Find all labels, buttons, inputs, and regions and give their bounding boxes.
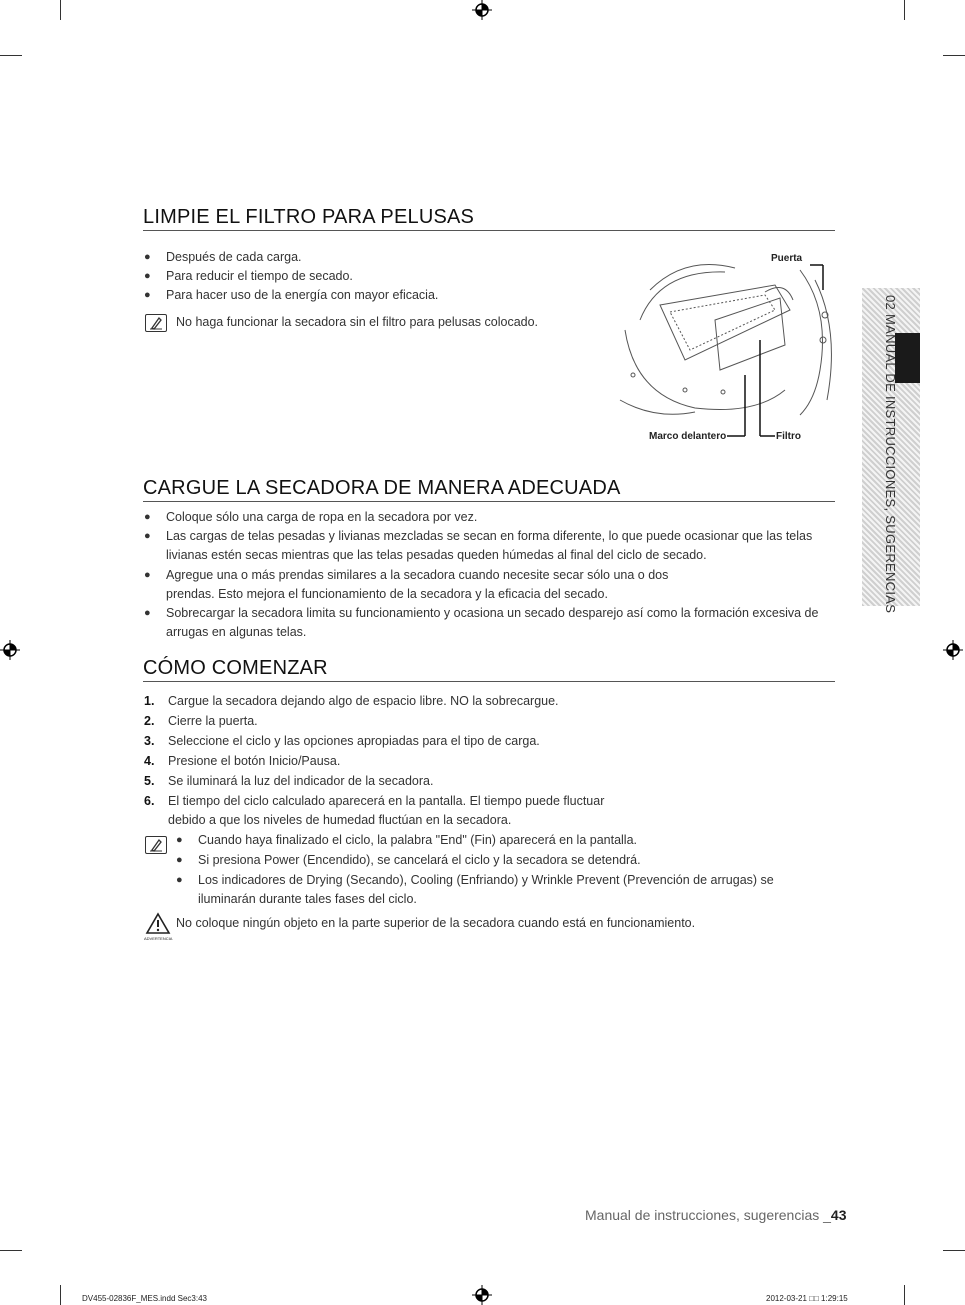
label-filter: Filtro xyxy=(776,431,801,442)
print-date-info: 2012-03-21 □□ 1:29:15 xyxy=(766,1294,848,1303)
list-item: ● Para reducir el tiempo de secado. xyxy=(144,269,353,283)
step-item: 2. Cierre la puerta. xyxy=(144,714,258,728)
page-footer xyxy=(585,1207,847,1223)
note-item: ● Si presiona Power (Encendido), se cancelará el ciclo y la secadora se detendrá. xyxy=(176,853,641,867)
step-item: 1. Cargue la secadora dejando algo de espacio libre. NO la sobrecargue. xyxy=(144,694,559,708)
list-item: ● Coloque sólo una carga de ropa en la secadora por vez. xyxy=(144,510,478,524)
list-item: ● Agregue una o más prendas similares a la secadora cuando necesite secar sólo una o dos prendas. Esto mejora el funcionamiento de la secadora y la eficacia del secado. xyxy=(144,568,669,601)
page-footer-label: Manual de instrucciones, sugerencias _ xyxy=(585,1207,831,1223)
step-item: 6. El tiempo del ciclo calculado aparecerá en la pantalla. El tiempo puede fluctuar debido a que los niveles de humedad fluctúan en la secadora. xyxy=(144,794,605,827)
filter-note: No haga funcionar la secadora sin el filtro para pelusas colocado. xyxy=(176,315,539,329)
crop-mark xyxy=(904,1285,905,1305)
list-item: ● Las cargas de telas pesadas y livianas mezcladas se secan en forma diferente, lo que puede ocasionar que las telas livianas estén secas mientras que las telas pesadas queden húmedas al final del ciclo de secado. xyxy=(144,529,813,562)
crop-mark xyxy=(60,0,61,20)
list-item: ● Después de cada carga. xyxy=(144,250,302,264)
warning-text: No coloque ningún objeto en la parte superior de la secadora cuando está en funcionamiento. xyxy=(176,916,696,930)
note-item: ● Cuando haya finalizado el ciclo, la palabra "End" (Fin) aparecerá en la pantalla. xyxy=(176,833,638,847)
list-item: ● Sobrecargar la secadora limita su funcionamiento y ocasiona un secado desparejo así como la formación excesiva de arrugas en algunas telas. xyxy=(144,606,819,639)
crop-mark xyxy=(0,1250,22,1251)
step-item: 4. Presione el botón Inicio/Pausa. xyxy=(144,754,341,768)
section-title-filter: LIMPIE EL FILTRO PARA PELUSAS xyxy=(143,206,835,231)
filter-diagram xyxy=(615,250,840,450)
registration-mark-icon xyxy=(943,640,963,660)
print-file-info: DV455-02836F_MES.indd Sec3:43 xyxy=(82,1294,207,1303)
page-number: 43 xyxy=(830,1207,847,1223)
chapter-side-tab-label: 02 MANUAL DE INSTRUCCIONES, SUGERENCIAS xyxy=(883,295,898,614)
list-item: ● Para hacer uso de la energía con mayor eficacia. xyxy=(144,288,439,302)
section-title-start: CÓMO COMENZAR xyxy=(143,657,835,682)
step-item: 5. Se iluminará la luz del indicador de la secadora. xyxy=(144,774,434,788)
note-icon xyxy=(145,836,167,854)
registration-mark-icon xyxy=(0,640,20,660)
chapter-tab-marker xyxy=(895,333,920,383)
label-front-frame: Marco delantero xyxy=(649,431,727,442)
step-item: 3. Seleccione el ciclo y las opciones apropiadas para el tipo de carga. xyxy=(144,734,540,748)
crop-mark xyxy=(943,1250,965,1251)
crop-mark xyxy=(904,0,905,20)
registration-mark-icon xyxy=(472,1285,492,1305)
crop-mark xyxy=(943,55,965,56)
registration-mark-icon xyxy=(472,0,492,20)
note-item: ● Los indicadores de Drying (Secando), Cooling (Enfriando) y Wrinkle Prevent (Prevención de arrugas) se iluminarán durante tales fases del ciclo. xyxy=(176,873,774,906)
section-title-load: CARGUE LA SECADORA DE MANERA ADECUADA xyxy=(143,477,835,502)
note-icon xyxy=(145,314,167,332)
warning-label: ADVERTENCIA xyxy=(144,936,173,941)
label-door: Puerta xyxy=(771,253,803,264)
crop-mark xyxy=(60,1285,61,1305)
crop-mark xyxy=(0,55,22,56)
warning-icon xyxy=(145,912,171,936)
